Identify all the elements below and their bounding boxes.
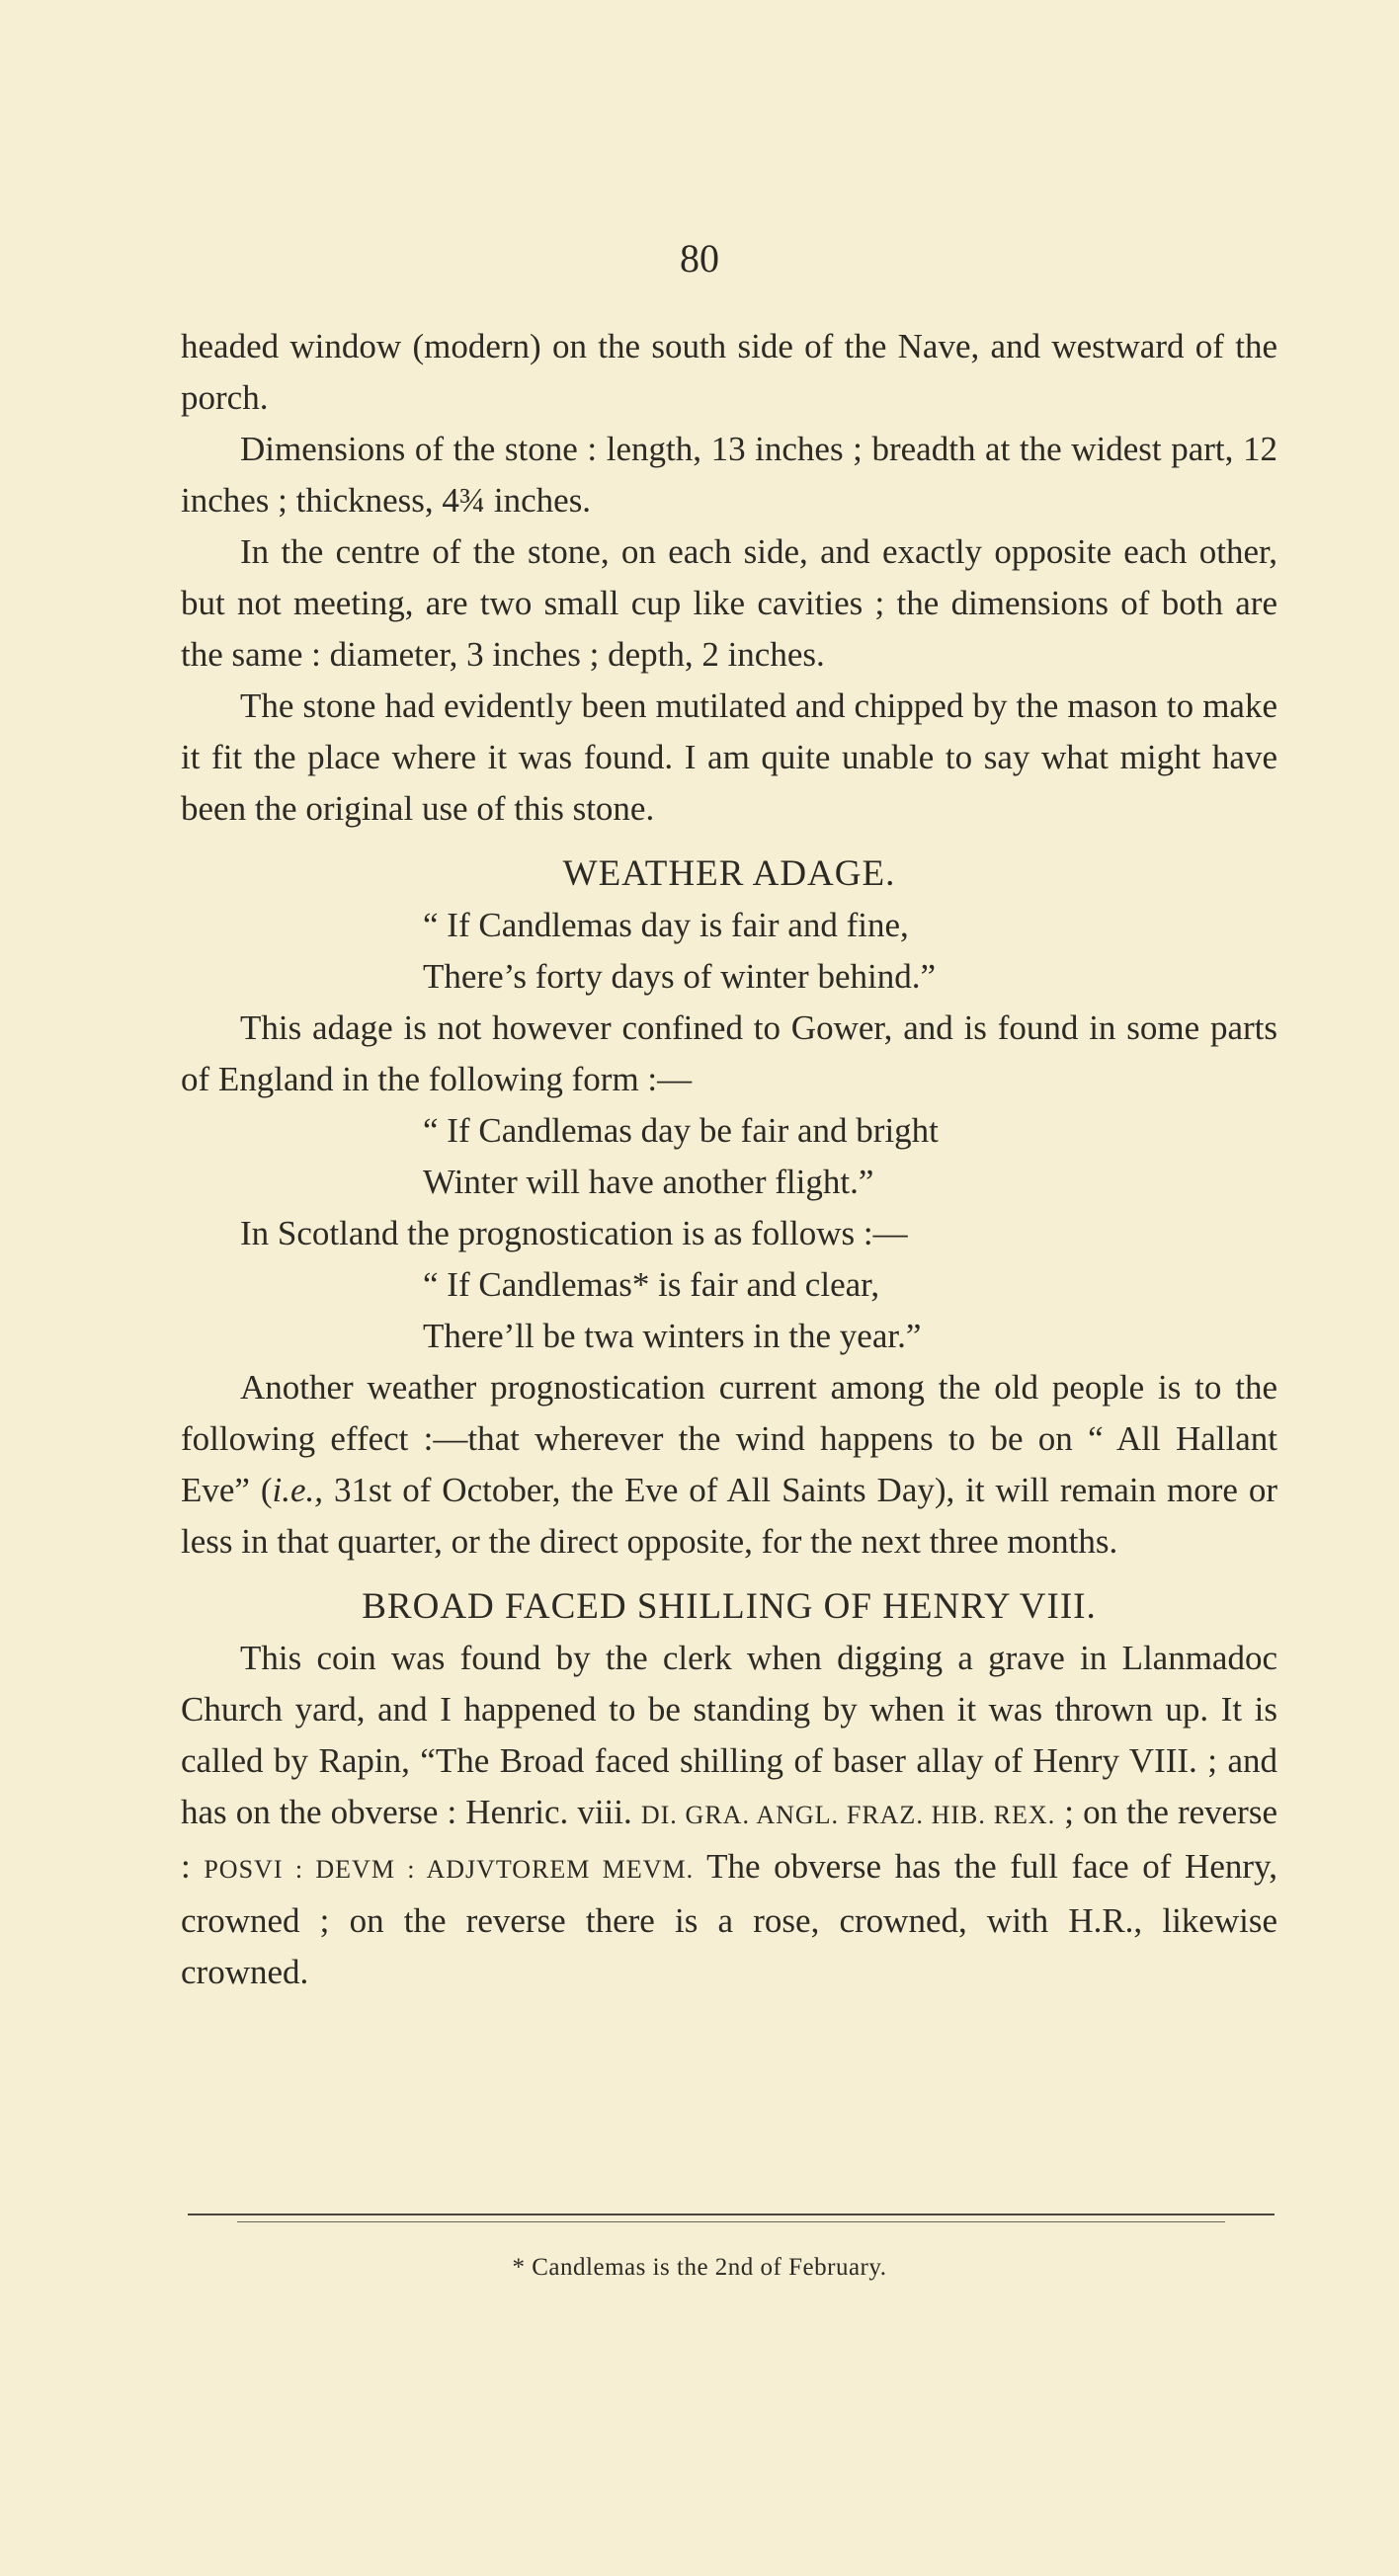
verse-candlemas-2: [181, 1105, 1277, 1208]
verse-candlemas-3: [181, 1259, 1277, 1362]
text-fragment-italic: i.e.,: [272, 1471, 324, 1509]
footnote: * Candlemas is the 2nd of February.: [512, 2254, 887, 2281]
paragraph-window: headed window (modern) on the south side of the Nave, and westward of the porch.: [181, 327, 1277, 417]
verse-line: “ If Candlemas* is fair and clear,: [423, 1265, 880, 1304]
verse-line: “ If Candlemas day is fair and fine,: [423, 906, 909, 944]
paragraph-shilling: [181, 1633, 1277, 1998]
paragraph-scotland: In Scotland the prognostication is as follows :—: [240, 1214, 908, 1252]
footnote-rule-thin: [237, 2221, 1225, 2222]
paragraph-adage-england: This adage is not however confined to Gower, and is found in some parts of England in the following form :—: [181, 1008, 1277, 1098]
obverse-legend: DI. GRA. ANGL. FRAZ. HIB. REX.: [640, 1801, 1056, 1829]
heading-shilling: BROAD FACED SHILLING OF HENRY VIII.: [362, 1586, 1097, 1627]
text-fragment: ; on the reverse :: [181, 1793, 1277, 1886]
text-fragment: 31st of October, the Eve of All Saints Day), it will remain more or less in that quarter, or the direct opposite, for the next three months.: [181, 1471, 1277, 1561]
heading-weather-adage: WEATHER ADAGE.: [562, 853, 896, 894]
paragraph-dimensions: Dimensions of the stone : length, 13 inches ; breadth at the widest part, 12 inches ; thickness, 4¾ inches.: [181, 430, 1277, 520]
paragraph-stone-use: The stone had evidently been mutilated and chipped by the mason to make it fit the place where it was found. I am quite unable to say what might have been the original use of this stone.: [181, 686, 1277, 828]
verse-candlemas-1: [181, 900, 1277, 1003]
reverse-legend: POSVI : DEVM : ADJVTOREM MEVM.: [204, 1855, 695, 1884]
verse-line: There’ll be twa winters in the year.”: [423, 1317, 922, 1355]
verse-line: “ If Candlemas day be fair and bright: [423, 1111, 939, 1150]
text-fragment: Another weather prognostication current among the old people is to the following effect :—that wherever the wind happens to be on “ All Hallant Eve” (: [181, 1368, 1277, 1509]
main-text: [181, 321, 1277, 1998]
paragraph-all-hallant-eve: [181, 1362, 1277, 1568]
page-number: 80: [680, 236, 719, 281]
text-fragment: This coin was found by the clerk when digging a grave in Llanmadoc Church yard, and I happened to be standing by when it was thrown up. It is called by Rapin, “The Broad faced shilling of baser allay of Henry VIII. ; and has on the obverse : Henric. viii.: [181, 1639, 1277, 1831]
text-fragment: The obverse has the full face of Henry, crowned ; on the reverse there is a rose, crowned, with H.R., likewise crowned.: [181, 1847, 1278, 1991]
verse-line: Winter will have another flight.”: [423, 1163, 874, 1201]
verse-line: There’s forty days of winter behind.”: [423, 957, 937, 996]
footnote-rule: [188, 2214, 1275, 2215]
paragraph-cavities: In the centre of the stone, on each side, and exactly opposite each other, but not meeting, are two small cup like cavities ; the dimensions of both are the same : diameter, 3 inches ; depth, 2 inches.: [181, 532, 1277, 674]
